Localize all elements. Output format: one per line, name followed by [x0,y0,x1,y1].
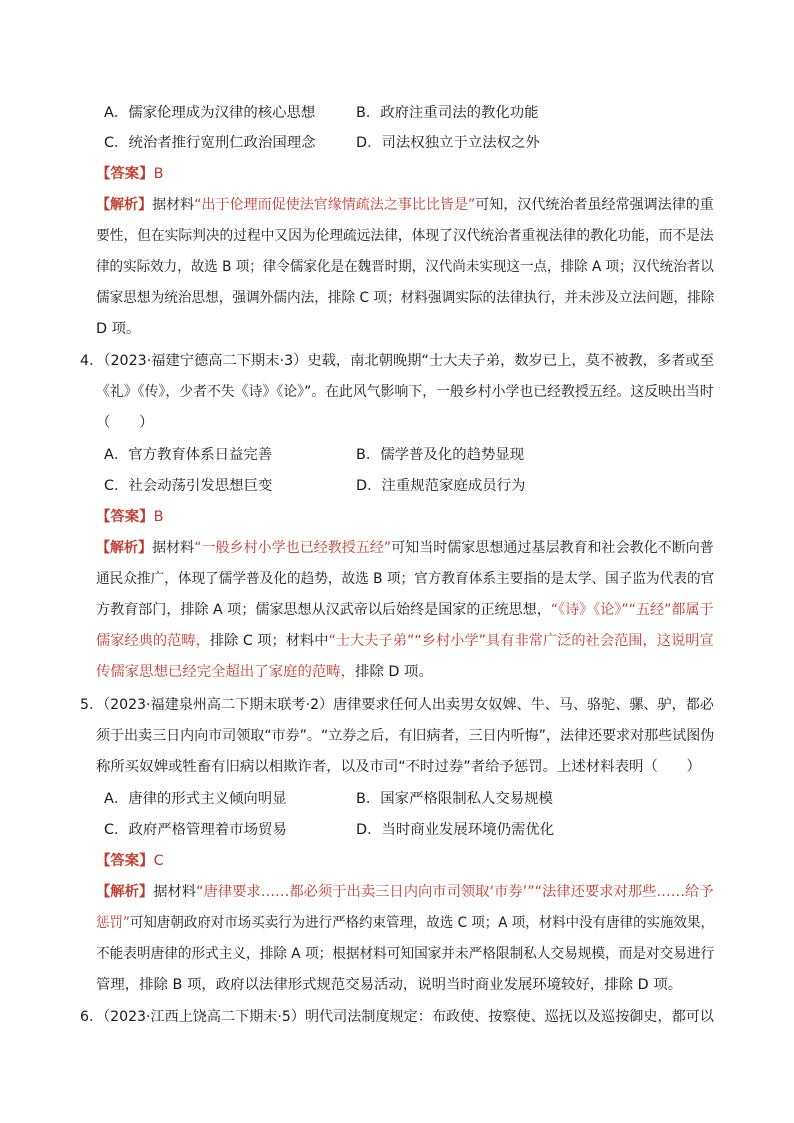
analysis-tag: 【解析】 [96,197,153,213]
q4-stem-line-3: （ ） [96,415,154,431]
q5-option-c: C．政府严格管理着市场贸易 [104,822,287,838]
q4-analysis-line-1 [96,538,714,558]
q5-analysis-line-3: 不能表明唐律的形式主义，排除 A 项；根据材料可知国家并未严格限制私人交易规模，而是对交易进行 [96,946,715,962]
analysis-quote: 传儒家思想已经完全超出了家庭的范畴， [96,664,356,680]
analysis-text: 排除 D 项。 [355,664,433,680]
answer-tag: 【答案】 [96,166,154,182]
q3-option-a: A．儒家伦理成为汉律的核心思想 [104,105,316,121]
q4-answer [96,507,163,527]
analysis-text: 据材料 [152,197,195,213]
analysis-quote: 儒家经典的范畴， [96,633,210,649]
q5-stem-line-1: 5．（2023·福建泉州高二下期末联考·2）唐律要求任何人出卖男女奴婢、牛、马、骆驼、骡、驴，都必 [80,697,714,713]
q5-option-d: D．当时商业发展环境仍需优化 [356,822,555,838]
answer-value: B [153,509,164,525]
q5-stem-line-3: 称所买奴婢或牲畜有旧病以相欺诈者，以及市司“不时过券”者给予惩罚。上述材料表明（ ） [96,759,701,775]
q5-option-b: B．国家严格限制私人交易规模 [356,791,553,807]
q4-option-b: B．儒学普及化的趋势显现 [356,447,525,463]
analysis-quote: “《诗》《论》”“五经”都属于 [550,602,714,618]
q4-stem-line-1: 4．（2023·福建宁德高二下期末·3）史载，南北朝晚期“士大夫子弟，数岁已上，莫不被教，多者或至 [80,353,714,369]
q3-analysis-line-1 [96,195,714,215]
q4-option-d: D．注重规范家庭成员行为 [356,478,526,494]
q5-option-a: A．唐律的形式主义倾向明显 [104,791,287,807]
answer-value: B [153,166,164,182]
q4-option-a: A．官方教育体系日益完善 [104,447,273,463]
answer-tag: 【答案】 [96,853,154,869]
analysis-text: 据材料 [152,540,195,556]
q3-analysis-line-5: D 项。 [96,321,141,337]
q5-analysis-line-2 [96,913,714,933]
q4-stem-line-2: 《礼》《传》，少者不失《诗》《论》”。在此风气影响下，一般乡村小学也已经教授五经。这反映出当时 [96,384,714,400]
q4-option-c: C．社会动荡引发思想巨变 [104,478,273,494]
q4-analysis-line-5 [96,662,433,682]
q5-analysis-line-4: 管理，排除 B 项，政府以法律形式规范交易活动，说明当时商业发展环境较好，排除 D 项。 [96,977,683,993]
q3-option-d: D．司法权独立于立法权之外 [356,135,540,151]
answer-value: C [153,853,164,869]
analysis-quote: 惩罚” [96,915,130,931]
q3-analysis-line-4: 儒家思想为统治思想，强调外儒内法，排除 C 项；材料强调实际的法律执行，并未涉及立法问题，排除 [96,290,715,306]
analysis-text: 可知，汉代统治者虽经常强调法律的重 [475,197,714,213]
q5-stem-line-2: 须于出卖三日内向市司领取“市券”。“立券之后，有旧病者，三日内听悔”，法律还要求对那些试图伪 [96,728,715,744]
q3-analysis-line-2: 要性，但在实际判决的过程中又因为伦理疏远法律，体现了汉代统治者重视法律的教化功能，而不是法 [96,228,714,244]
q5-answer [96,851,164,871]
answer-tag: 【答案】 [96,509,154,525]
analysis-text: 可知当时儒家思想通过基层教育和社会教化不断向普 [391,540,714,556]
q3-analysis-line-3: 律的实际效力，故选 B 项；律令儒家化是在魏晋时期，汉代尚未实现这一点，排除 A 项；汉代统治者以 [96,259,714,275]
analysis-tag: 【解析】 [96,884,154,900]
analysis-quote: “士大夫子弟”“乡村小学”具有非常广泛的社会范围，这说明宣 [328,633,714,649]
q5-analysis-line-1 [96,882,714,902]
q4-analysis-line-4 [96,631,714,651]
analysis-text: 可知唐朝政府对市场买卖行为进行严格约束管理，故选 C 项；A 项，材料中没有唐律的实施效果， [129,915,714,931]
analysis-quote: “一般乡村小学也已经教授五经” [194,540,392,556]
q4-analysis-line-3 [96,600,714,620]
analysis-text: 排除 C 项；材料中 [209,633,329,649]
analysis-text: 据材料 [153,884,197,900]
analysis-text: 方教育部门，排除 A 项；儒家思想从汉武帝以后始终是国家的正统思想， [96,602,551,618]
q3-option-b: B．政府注重司法的教化功能 [356,105,539,121]
q6-stem-line-1: 6．（2023·江西上饶高二下期末·5）明代司法制度规定：布政使、按察使、巡抚以及巡按御史，都可以 [80,1009,714,1025]
q3-option-c: C．统治者推行宽刑仁政治国理念 [104,135,316,151]
q4-analysis-line-2: 通民众推广，体现了儒学普及化的趋势，故选 B 项；官方教育体系主要指的是太学、国子监为代表的官 [96,571,715,587]
analysis-quote: “唐律要求……都必须于出卖三日内向市司领取‘市券’”“法律还要求对那些……给予 [196,884,714,900]
analysis-quote: “出于伦理而促使法官缘情疏法之事比比皆是” [194,197,476,213]
analysis-tag: 【解析】 [96,540,153,556]
q3-answer [96,164,163,184]
